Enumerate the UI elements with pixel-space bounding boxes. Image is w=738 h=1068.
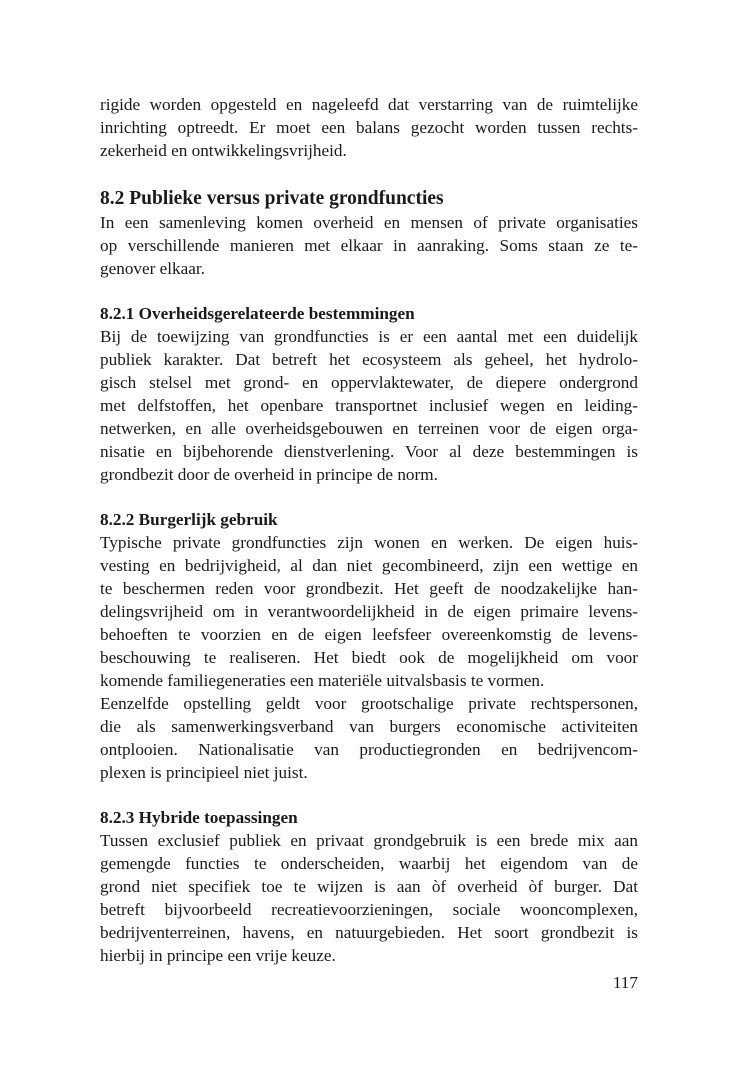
intro-paragraph <box>100 93 638 162</box>
text-line: zekerheid en ontwikkelingsvrijheid. <box>100 141 347 160</box>
text-line: vesting en bedrijvigheid, al dan niet gecombineerd, zijn een wettige en <box>100 556 638 575</box>
text-line: grond niet specifiek toe te wijzen is aan òf overheid òf burger. Dat <box>100 877 638 896</box>
text-line: netwerken, en alle overheidsgebouwen en terreinen voor de eigen orga- <box>100 419 638 438</box>
text-line: inrichting optreedt. Er moet een balans gezocht worden tussen rechts- <box>100 118 638 137</box>
section-8-2-3-paragraph <box>100 829 638 967</box>
text-line: gisch stelsel met grond- en oppervlaktewater, de diepere ondergrond <box>100 373 638 392</box>
page-body <box>100 93 638 967</box>
text-line: Typische private grondfuncties zijn wonen en werken. De eigen huis- <box>100 533 638 552</box>
text-line: delingsvrijheid om in verantwoordelijkheid in de eigen primaire levens- <box>100 602 638 621</box>
text-line: Bij de toewijzing van grondfuncties is er een aantal met een duidelijk <box>100 327 638 346</box>
section-heading-8-2-2: 8.2.2 Burgerlijk gebruik <box>100 510 278 529</box>
text-line: bedrijventerreinen, havens, en natuurgebieden. Het soort grondbezit is <box>100 923 638 942</box>
text-line: nisatie en bijbehorende dienstverlening. Voor al deze bestemmingen is <box>100 442 638 461</box>
text-line: Eenzelfde opstelling geldt voor grootschalige private rechtspersonen, <box>100 694 638 713</box>
section-8-2-2-paragraph-1 <box>100 531 638 692</box>
text-line: Tussen exclusief publiek en privaat grondgebruik is een brede mix aan <box>100 831 638 850</box>
text-line: beschouwing te realiseren. Het biedt ook de mogelijkheid om voor <box>100 648 638 667</box>
section-8-2-2-paragraph-2 <box>100 692 638 784</box>
section-heading-8-2-1: 8.2.1 Overheidsgerelateerde bestemmingen <box>100 304 415 323</box>
text-line: komende familiegeneraties een materiële uitvalsbasis te vormen. <box>100 671 545 690</box>
section-heading-8-2-3: 8.2.3 Hybride toepassingen <box>100 808 298 827</box>
text-line: grondbezit door de overheid in principe de norm. <box>100 465 438 484</box>
text-line: gemengde functies te onderscheiden, waarbij het eigendom van de <box>100 854 638 873</box>
text-line: ontplooien. Nationalisatie van productiegronden en bedrijvencom- <box>100 740 638 759</box>
text-line: behoeften te voorzien en de eigen leefsfeer overeenkomstig de levens- <box>100 625 638 644</box>
text-line: rigide worden opgesteld en nageleefd dat verstarring van de ruimtelijke <box>100 95 638 114</box>
text-line: te beschermen reden voor grondbezit. Het geeft de noodzakelijke han- <box>100 579 638 598</box>
text-line: hierbij in principe een vrije keuze. <box>100 946 336 965</box>
text-line: In een samenleving komen overheid en mensen of private organisaties <box>100 213 638 232</box>
text-line: op verschillende manieren met elkaar in aanraking. Soms staan ze te- <box>100 236 638 255</box>
text-line: plexen is principieel niet juist. <box>100 763 308 782</box>
section-8-2-paragraph <box>100 211 638 280</box>
section-heading-8-2: 8.2 Publieke versus private grondfuncties <box>100 188 444 209</box>
section-8-2-1-paragraph <box>100 325 638 486</box>
text-line: genover elkaar. <box>100 259 205 278</box>
text-line: betreft bijvoorbeeld recreatievoorzieningen, sociale wooncomplexen, <box>100 900 638 919</box>
text-line: met delfstoffen, het openbare transportnet inclusief wegen en leiding- <box>100 396 638 415</box>
text-line: die als samenwerkingsverband van burgers economische activiteiten <box>100 717 638 736</box>
page-number: 117 <box>612 973 638 992</box>
text-line: publiek karakter. Dat betreft het ecosysteem als geheel, het hydrolo- <box>100 350 638 369</box>
